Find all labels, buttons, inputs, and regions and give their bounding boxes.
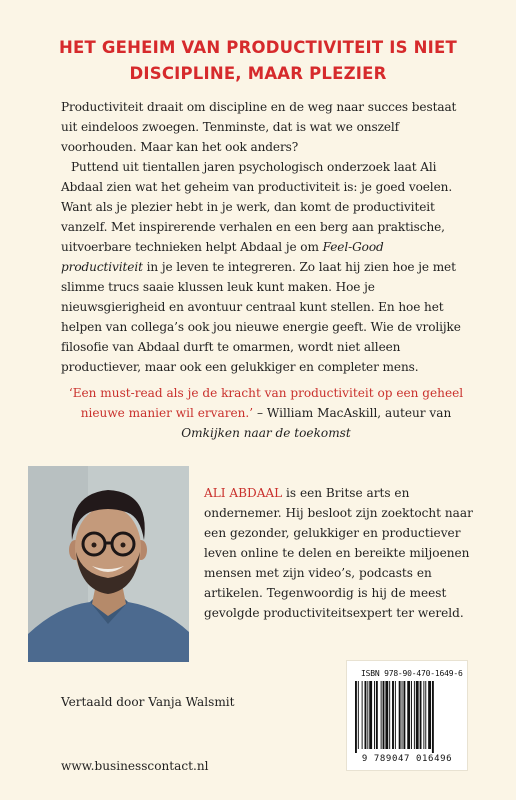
barcode-bar <box>423 681 424 749</box>
barcode-bar <box>385 681 388 749</box>
author-portrait-illustration <box>28 466 189 662</box>
blurb-paragraph-2 <box>61 157 461 377</box>
headline-line-2: DISCIPLINE, MAAR PLEZIER <box>129 64 387 83</box>
barcode-bar <box>432 681 434 753</box>
barcode-bar <box>428 681 431 749</box>
quote-book-title: Omkijken naar de toekomst <box>181 426 351 440</box>
barcode-bar <box>365 681 367 749</box>
quote-text: ‘Een must-read als je de kracht van productiviteit op een geheel nieuwe manier wil ervaren.’ <box>68 386 464 420</box>
barcode-bar <box>403 681 405 749</box>
barcode-bar <box>392 681 394 749</box>
barcode-bar <box>420 681 422 749</box>
barcode-bar <box>376 681 378 749</box>
blurb-paragraph-1: Productiviteit draait om discipline en de weg naar succes bestaat uit eindeloos zwoegen. Tenminste, dat is wat we onszelf voorhouden. Maar kan het ook anders? <box>61 100 457 154</box>
barcode-bar <box>425 681 426 749</box>
blurb-p2-end: in je leven te integreren. Zo laat hij zien hoe je met slimme trucs saaie klussen leuk kunt maken. Hoe je nieuwsgierigheid en avontuur centraal kunt stellen. En hoe het helpen van collega’s ook jou nieuwe energie geeft. Wie de vrolijke filosofie van Abdaal durft te omarmen, wordt niet alleen productiever, maar ook een gelukkiger en completer mens. <box>61 260 461 374</box>
barcode-bar <box>407 681 410 749</box>
quote-attribution: – William MacAskill, auteur van <box>253 406 452 420</box>
book-title-inline: Feel-Good productiviteit <box>61 240 384 274</box>
endorsement-quote <box>61 383 471 443</box>
barcode-bar <box>355 681 357 753</box>
barcode-bar <box>411 681 412 749</box>
barcode-bar <box>367 681 368 749</box>
barcode-bar <box>416 681 419 749</box>
blurb-p2-start: Puttend uit tientallen jaren psychologisch onderzoek laat Ali Abdaal zien wat het geheim van productiviteit is: je goed voelen. Want als je plezier hebt in je werk, dan komt de productiviteit vanzelf. Met inspirerende verhalen en een berg aan praktische, uitvoerbare technieken helpt Abdaal je om <box>61 160 453 254</box>
author-photo <box>28 466 189 662</box>
barcode-bar <box>402 681 403 749</box>
barcode-icon <box>355 681 459 753</box>
publisher-website[interactable]: www.businesscontact.nl <box>61 759 209 773</box>
isbn-digits: 9 789047 016496 <box>361 754 453 764</box>
barcode-bar <box>381 681 382 749</box>
barcode-bar <box>395 681 396 749</box>
barcode-bar <box>383 681 385 749</box>
barcode-bar <box>362 681 363 749</box>
isbn-label: ISBN 978-90-470-1649-6 <box>361 669 463 678</box>
author-bio-text: is een Britse arts en ondernemer. Hij besloot zijn zoektocht naar een gezonder, gelukkiger en productiever leven online te delen en bereikte miljoenen mensen met zijn video’s, podcasts en artikelen. Tegenwoordig is hij de meest gevolgde productiviteitsexpert ter wereld. <box>204 486 473 620</box>
barcode-bar <box>389 681 390 749</box>
headline-line-1: HET GEHEIM VAN PRODUCTIVITEIT IS NIET <box>59 38 457 57</box>
author-name: ALI ABDAAL <box>204 486 283 500</box>
barcode-bar <box>374 681 375 749</box>
barcode-bar <box>369 681 372 749</box>
author-bio <box>204 483 480 623</box>
translator-credit: Vertaald door Vanja Walsmit <box>61 695 235 709</box>
blurb <box>61 97 461 377</box>
isbn-barcode-box <box>346 660 468 771</box>
barcode-bar <box>399 681 401 749</box>
barcode-bar <box>414 681 415 749</box>
barcode-bar <box>358 681 359 749</box>
back-cover-headline <box>30 35 486 87</box>
